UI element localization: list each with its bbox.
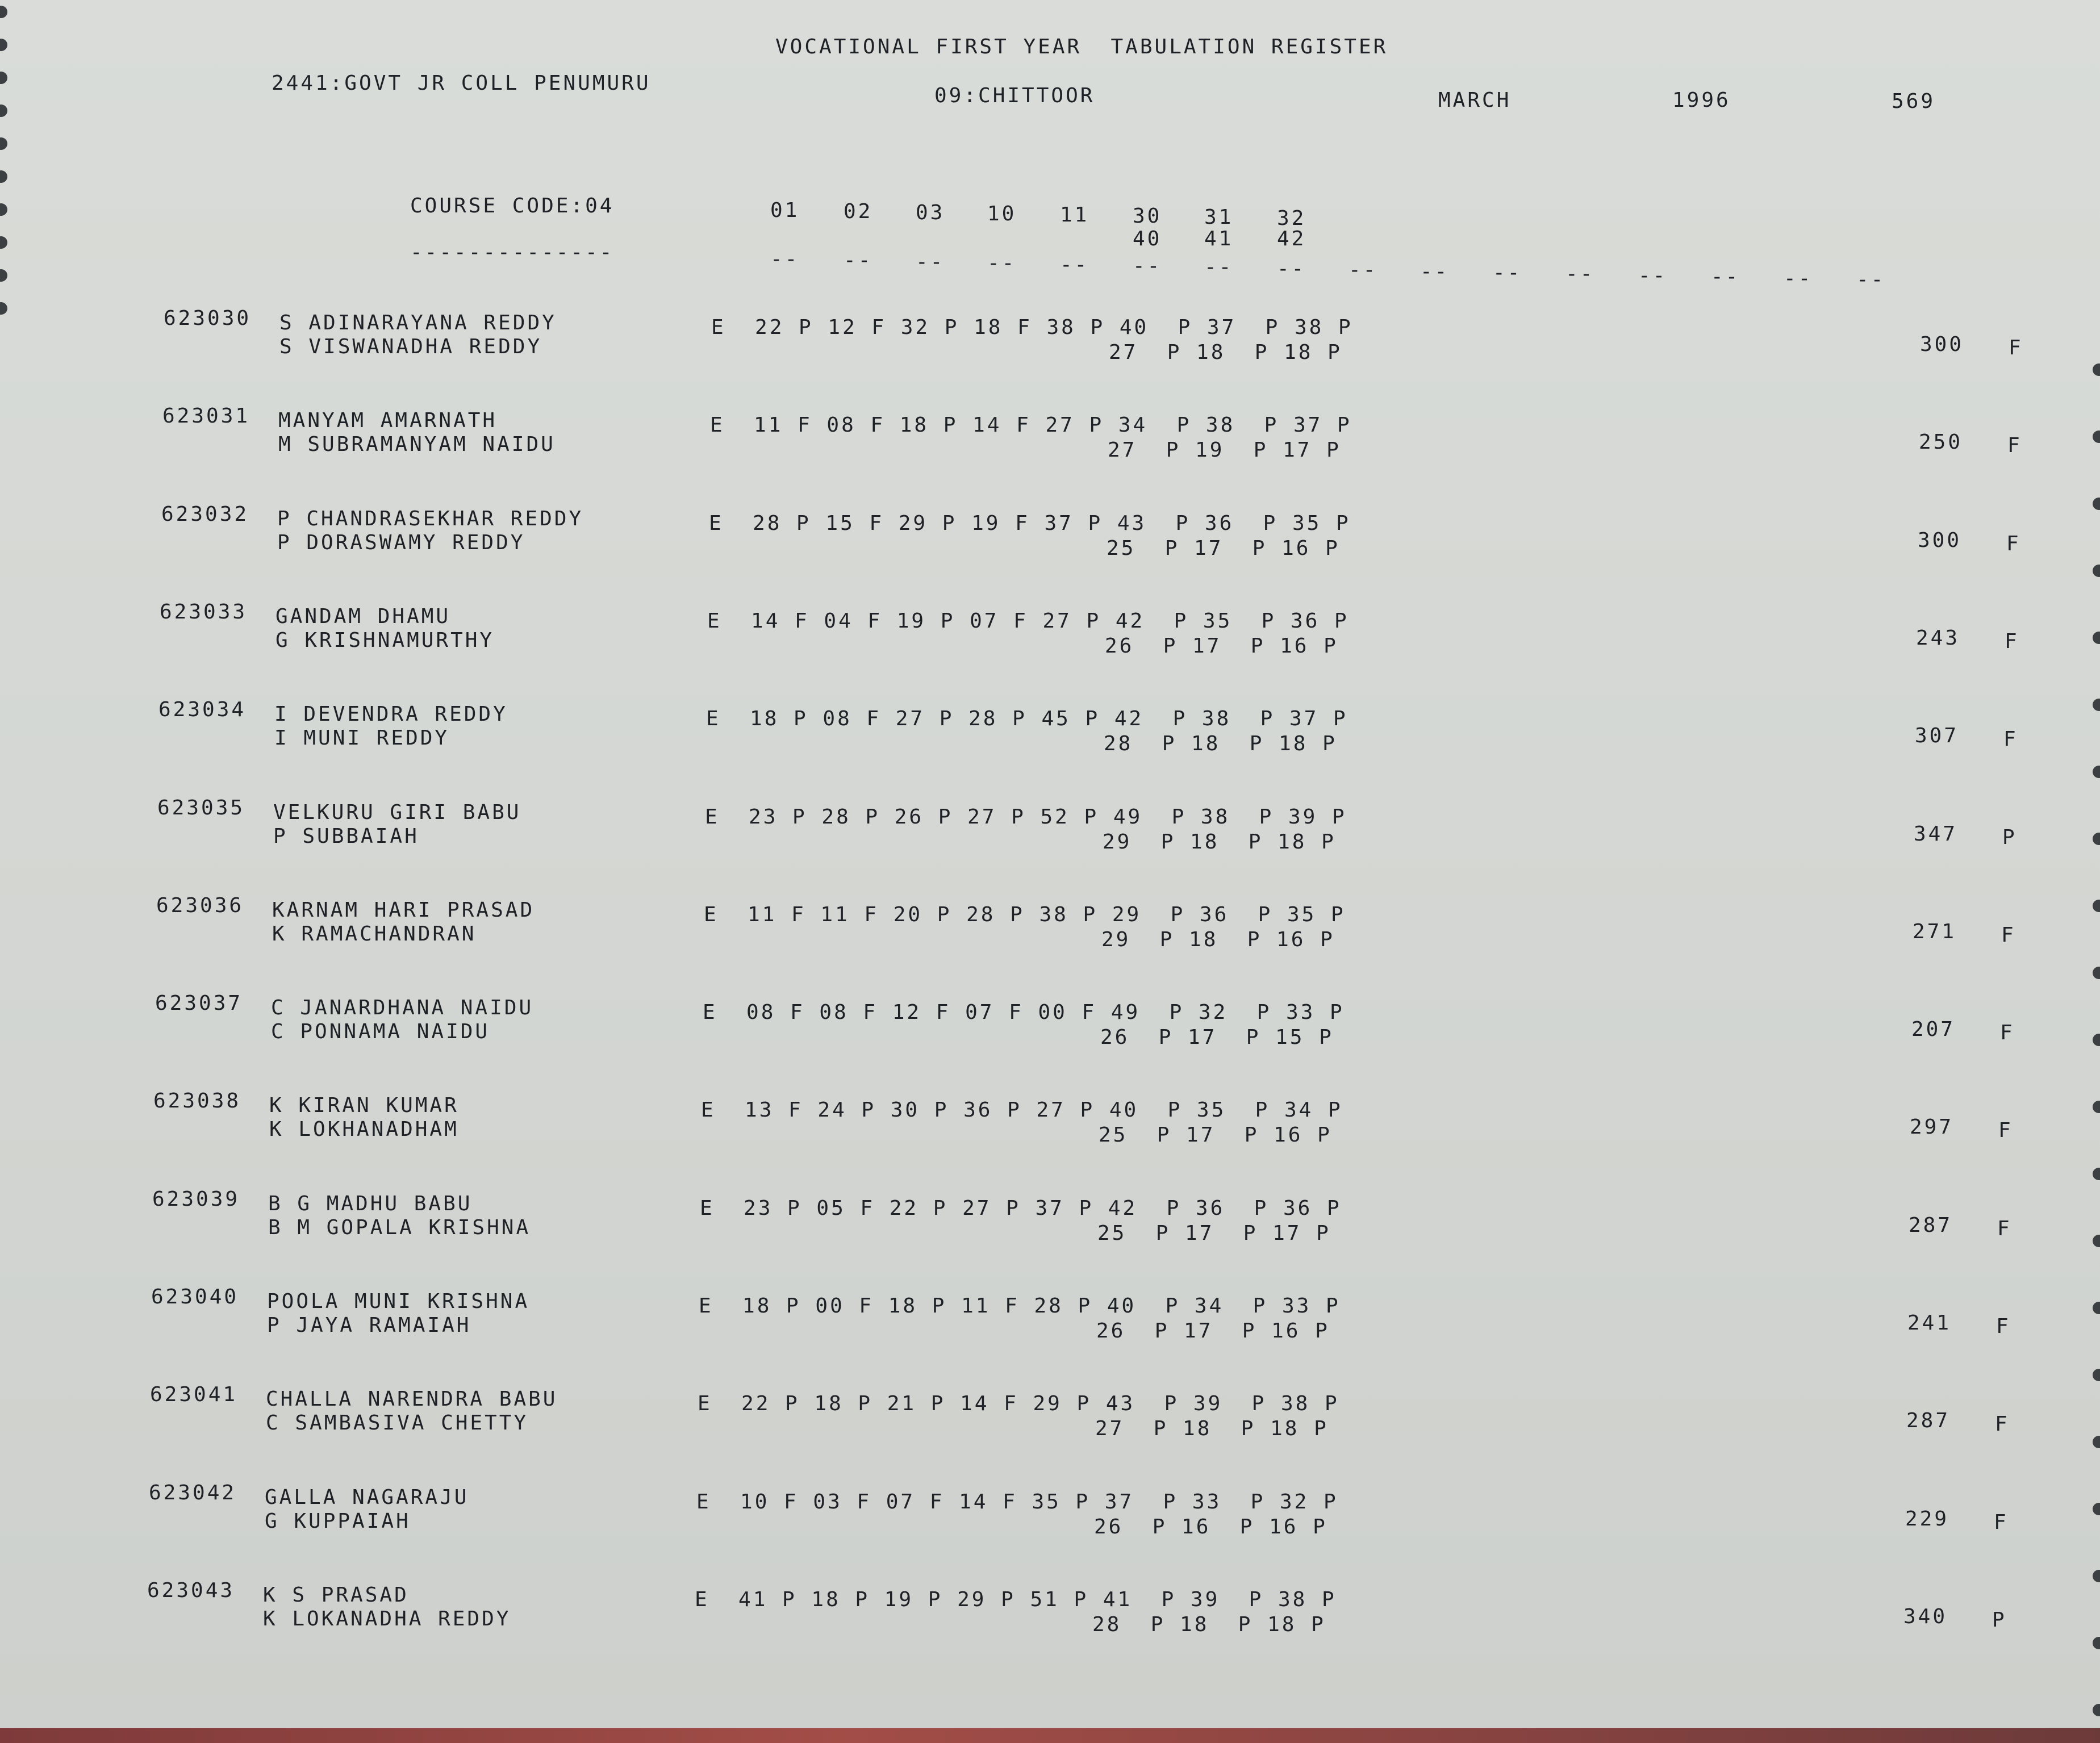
subject-marks-line1: E 14 F 04 F 19 P 07 F 27 P 42 P 35 P 36 P — [707, 609, 1349, 633]
result-status: F — [2001, 923, 2016, 947]
subject-marks-line1: E 22 P 18 P 21 P 14 F 29 P 43 P 39 P 38 P — [698, 1392, 1339, 1416]
column-header-rule: -- — [987, 252, 1017, 275]
column-header-30: 30 — [1133, 204, 1162, 228]
column-header-41: 41 — [1204, 227, 1234, 250]
total-marks: 271 — [1913, 919, 1957, 943]
column-header-42: 42 — [1277, 227, 1306, 250]
father-name: G KUPPAIAH — [265, 1509, 411, 1533]
column-header-rule: -- — [1638, 264, 1668, 287]
feed-hole — [2093, 632, 2100, 644]
student-name: P CHANDRASEKHAR REDDY — [277, 507, 584, 530]
father-name: C SAMBASIVA CHETTY — [266, 1411, 529, 1435]
feed-hole — [2093, 1302, 2100, 1314]
column-header-03: 03 — [916, 201, 945, 224]
feed-hole — [2093, 1168, 2100, 1180]
subject-marks-line1: E 11 F 11 F 20 P 28 P 38 P 29 P 36 P 35 P — [704, 902, 1346, 926]
column-header-11: 11 — [1060, 203, 1089, 227]
column-header-rule: -- — [1060, 253, 1089, 277]
father-name: P DORASWAMY REDDY — [277, 530, 525, 554]
father-name: G KRISHNAMURTHY — [275, 628, 495, 652]
father-name: P JAYA RAMAIAH — [267, 1314, 471, 1337]
feed-hole — [2093, 1570, 2100, 1582]
course-code: COURSE CODE:04 — [410, 194, 615, 218]
father-name: B M GOPALA KRISHNA — [268, 1215, 531, 1239]
total-marks: 241 — [1907, 1311, 1952, 1335]
student-name: KARNAM HARI PRASAD — [272, 898, 535, 922]
district-name: 09:CHITTOOR — [934, 84, 1095, 107]
subject-marks-line2: 25 P 17 P 17 P — [1097, 1221, 1331, 1245]
roll-number: 623041 — [150, 1383, 238, 1407]
feed-hole — [0, 137, 7, 150]
feed-hole — [0, 6, 7, 18]
subject-marks-line1: E 08 F 08 F 12 F 07 F 00 F 49 P 32 P 33 P — [703, 1001, 1345, 1025]
subject-marks-line1: E 23 P 05 F 22 P 27 P 37 P 42 P 36 P 36 P — [700, 1196, 1342, 1220]
student-name: GANDAM DHAMU — [275, 604, 451, 628]
feed-hole — [0, 302, 7, 315]
father-name: I MUNI REDDY — [274, 726, 450, 750]
feed-hole — [2093, 967, 2100, 979]
column-header-31: 31 — [1204, 206, 1234, 229]
feed-hole — [2093, 498, 2100, 510]
column-header-rule: -- — [770, 248, 800, 271]
column-header-40: 40 — [1133, 227, 1162, 250]
register-title: VOCATIONAL FIRST YEAR TABULATION REGISTER — [775, 35, 1388, 58]
total-marks: 287 — [1909, 1213, 1953, 1237]
student-name: POOLA MUNI KRISHNA — [267, 1290, 530, 1313]
course-code-underline: -------------- — [410, 241, 615, 264]
father-name: C PONNAMA NAIDU — [271, 1020, 490, 1044]
student-name: S ADINARAYANA REDDY — [279, 311, 557, 335]
result-status: F — [1994, 1510, 2009, 1534]
roll-number: 623043 — [147, 1578, 235, 1602]
student-name: GALLA NAGARAJU — [265, 1485, 469, 1509]
student-name: CHALLA NARENDRA BABU — [266, 1387, 558, 1411]
total-marks: 207 — [1911, 1018, 1956, 1042]
father-name: M SUBRAMANYAM NAIDU — [278, 433, 556, 457]
feed-hole — [0, 236, 7, 249]
student-name: K S PRASAD — [263, 1583, 409, 1607]
subject-marks-line1: E 18 P 00 F 18 P 11 F 28 P 40 P 34 P 33 P — [699, 1294, 1341, 1318]
feed-hole — [2093, 1436, 2100, 1448]
column-header-rule: -- — [1348, 258, 1378, 282]
feed-hole — [2093, 363, 2100, 376]
result-status: F — [1996, 1315, 2011, 1338]
result-status: F — [2007, 434, 2022, 458]
column-header-rule: -- — [1420, 260, 1450, 283]
column-header-rule: -- — [844, 249, 873, 272]
paper-bottom-edge — [0, 1728, 2100, 1743]
feed-hole — [0, 105, 7, 117]
result-status: F — [2000, 1021, 2015, 1045]
feed-hole — [0, 269, 7, 282]
subject-marks-line2: 27 P 18 P 18 P — [1109, 341, 1342, 364]
feed-hole — [2093, 900, 2100, 912]
feed-hole — [0, 170, 7, 183]
subject-marks-line2: 29 P 18 P 16 P — [1101, 927, 1335, 951]
father-name: P SUBBAIAH — [273, 824, 419, 848]
subject-marks-line2: 25 P 17 P 16 P — [1107, 536, 1340, 560]
roll-number: 623042 — [149, 1481, 237, 1504]
roll-number: 623030 — [164, 307, 252, 330]
column-header-01: 01 — [770, 199, 800, 222]
column-header-rule: -- — [1493, 261, 1522, 285]
feed-hole — [2093, 699, 2100, 711]
column-header-rule: -- — [1856, 268, 1886, 291]
roll-number: 623032 — [161, 502, 249, 526]
feed-hole — [2093, 1235, 2100, 1247]
feed-hole — [2093, 1369, 2100, 1381]
feed-hole — [2093, 1704, 2100, 1716]
result-status: F — [1997, 1217, 2012, 1240]
tractor-feed-holes-left — [0, 0, 16, 1743]
column-header-rule: -- — [1277, 257, 1306, 281]
result-status: P — [1992, 1608, 2007, 1632]
column-header-rule: -- — [1711, 265, 1740, 289]
feed-hole — [2093, 565, 2100, 577]
subject-marks-line2: 26 P 17 P 16 P — [1096, 1319, 1330, 1343]
father-name: K LOKHANADHAM — [269, 1118, 459, 1142]
tractor-feed-holes-right — [2084, 0, 2100, 1743]
subject-marks-line1: E 22 P 12 F 32 P 18 F 38 P 40 P 37 P 38 P — [711, 316, 1353, 339]
total-marks: 307 — [1915, 724, 1959, 748]
subject-marks-line2: 28 P 18 P 18 P — [1092, 1612, 1326, 1636]
roll-number: 623031 — [162, 404, 251, 428]
feed-hole — [2093, 1101, 2100, 1113]
feed-hole — [2093, 1637, 2100, 1649]
subject-marks-line2: 29 P 18 P 18 P — [1103, 830, 1336, 854]
subject-marks-line2: 25 P 17 P 16 P — [1099, 1123, 1332, 1147]
father-name: K RAMACHANDRAN — [272, 922, 477, 946]
father-name: S VISWANADHA REDDY — [279, 335, 542, 358]
student-name: I DEVENDRA REDDY — [274, 703, 508, 726]
column-header-rule: -- — [1204, 256, 1234, 279]
result-status: F — [2009, 336, 2023, 360]
roll-number: 623034 — [158, 698, 247, 722]
column-header-rule: -- — [1565, 262, 1595, 286]
column-header-rule: -- — [1133, 254, 1162, 278]
total-marks: 300 — [1920, 333, 1964, 356]
subject-marks-line1: E 23 P 28 P 26 P 27 P 52 P 49 P 38 P 39 P — [705, 805, 1347, 829]
subject-marks-line1: E 28 P 15 F 29 P 19 F 37 P 43 P 36 P 35 P — [709, 511, 1351, 535]
feed-hole — [2093, 430, 2100, 443]
subject-marks-line2: 28 P 18 P 18 P — [1104, 732, 1337, 756]
roll-number: 623040 — [151, 1285, 239, 1309]
total-marks: 229 — [1905, 1507, 1949, 1531]
total-marks: 287 — [1906, 1409, 1951, 1433]
feed-hole — [0, 39, 7, 51]
roll-number: 623035 — [157, 796, 245, 820]
result-status: F — [1998, 1119, 2013, 1143]
college-name: 2441:GOVT JR COLL PENUMURU — [272, 72, 651, 95]
total-marks: 300 — [1918, 528, 1962, 552]
column-header-rule: -- — [1784, 267, 1813, 290]
result-status: P — [2002, 825, 2017, 849]
subject-marks-line1: E 13 F 24 P 30 P 36 P 27 P 40 P 35 P 34 P — [701, 1098, 1343, 1122]
roll-number: 623038 — [153, 1089, 241, 1113]
feed-hole — [2093, 833, 2100, 845]
feed-hole — [2093, 1034, 2100, 1046]
exam-month: MARCH — [1438, 89, 1512, 112]
result-status: F — [2006, 532, 2021, 555]
subject-marks-line1: E 10 F 03 F 07 F 14 F 35 P 37 P 33 P 32 P — [696, 1490, 1338, 1514]
roll-number: 623037 — [155, 992, 243, 1015]
subject-marks-line2: 27 P 18 P 18 P — [1095, 1417, 1329, 1441]
student-name: K KIRAN KUMAR — [269, 1094, 459, 1118]
feed-hole — [0, 72, 7, 84]
subject-marks-line2: 26 P 17 P 15 P — [1100, 1026, 1334, 1050]
result-status: F — [2003, 728, 2018, 751]
student-name: C JANARDHANA NAIDU — [271, 996, 534, 1020]
total-marks: 347 — [1914, 822, 1958, 846]
page-number: 569 — [1892, 90, 1936, 113]
subject-marks-line2: 26 P 17 P 16 P — [1105, 634, 1338, 658]
column-header-02: 02 — [844, 200, 873, 223]
subject-marks-line1: E 41 P 18 P 19 P 29 P 51 P 41 P 39 P 38 P — [695, 1587, 1337, 1611]
student-name: MANYAM AMARNATH — [278, 409, 498, 433]
student-name: B G MADHU BABU — [268, 1192, 473, 1215]
subject-marks-line2: 26 P 16 P 16 P — [1094, 1515, 1327, 1539]
result-status: F — [1995, 1412, 2010, 1436]
column-header-32: 32 — [1277, 207, 1306, 230]
father-name: K LOKANADHA REDDY — [263, 1607, 511, 1631]
column-header-rule: -- — [916, 250, 945, 274]
column-header-10: 10 — [987, 202, 1017, 225]
feed-hole — [2093, 1503, 2100, 1515]
total-marks: 340 — [1903, 1604, 1948, 1628]
total-marks: 243 — [1916, 626, 1960, 650]
result-status: F — [2005, 629, 2019, 653]
total-marks: 297 — [1910, 1115, 1954, 1139]
subject-marks-line1: E 18 P 08 F 27 P 28 P 45 P 42 P 38 P 37 P — [706, 707, 1348, 731]
student-name: VELKURU GIRI BABU — [273, 800, 521, 824]
feed-hole — [0, 203, 7, 216]
subject-marks-line1: E 11 F 08 F 18 P 14 F 27 P 34 P 38 P 37 P — [710, 413, 1352, 437]
exam-year: 1996 — [1672, 89, 1731, 112]
roll-number: 623036 — [156, 893, 244, 917]
subject-marks-line2: 27 P 19 P 17 P — [1108, 438, 1341, 462]
roll-number: 623039 — [152, 1187, 240, 1211]
total-marks: 250 — [1919, 430, 1963, 454]
roll-number: 623033 — [160, 600, 248, 624]
feed-hole — [2093, 766, 2100, 778]
